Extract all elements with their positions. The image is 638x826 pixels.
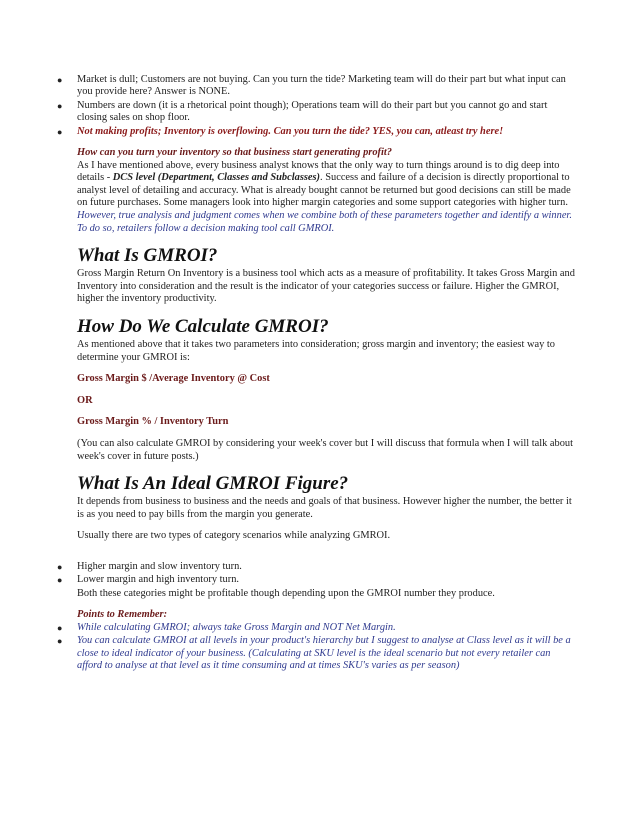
points-heading: Points to Remember: <box>77 609 168 621</box>
bullet-icon: ● <box>57 100 63 111</box>
ideal-paragraph-2: Usually there are two types of category scenarios while analyzing GMROI. <box>77 530 391 542</box>
scenario-bullet-list <box>57 561 577 587</box>
list-item: ● Market is dull; Customers are not buying. Can you turn the tide? Marketing team will do their part but what input can you provide here? Answer is NONE. <box>57 74 566 98</box>
points-bullet-list <box>57 622 577 673</box>
bullet-icon: ● <box>57 75 63 85</box>
article-body <box>57 147 577 543</box>
bullet-icon: ● <box>57 622 63 633</box>
ideal-paragraph: It depends from business to business and the needs and goals of that business. However higher the number, the better it is as you need to pay bills from the margin you generate. <box>77 496 572 520</box>
intro-bullet-list <box>57 74 577 138</box>
formula-or: OR <box>77 394 93 406</box>
formula-1: Gross Margin $ /Average Inventory @ Cost <box>77 373 270 385</box>
formula-2: Gross Margin % / Inventory Turn <box>77 416 229 428</box>
heading-ideal-gmroi: What Is An Ideal GMROI Figure? <box>77 473 349 495</box>
points-heading-block <box>57 609 577 622</box>
calculate-note: (You can also calculate GMROI by considering your week's cover but I will discuss that formula when I will talk about week's cover in future posts.) <box>77 437 573 462</box>
intro-question: How can you turn your inventory so that business start generating profit? <box>77 147 392 159</box>
list-item: ● Higher margin and slow inventory turn. <box>57 560 242 572</box>
list-item: ● Lower margin and high inventory turn. <box>57 574 239 586</box>
list-item: ● Not making profits; Inventory is overflowing. Can you turn the tide? YES, you can, atleast try here! <box>57 125 504 137</box>
dcs-emphasis: DCS level (Department, Classes and Subclasses) <box>112 172 321 184</box>
list-item: ● While calculating GMROI; always take Gross Margin and NOT Net Margin. <box>57 621 396 633</box>
bullet-icon: ● <box>57 126 63 137</box>
list-item: ● Numbers are down (it is a rhetorical point though); Operations team will do their part but you cannot go and start closing sales on shop floor. <box>57 99 548 124</box>
document-content <box>57 74 577 673</box>
list-item: ● You can calculate GMROI at all levels in your product's hierarchy but I suggest to analyse at Class level as it will be a close to ideal indicator of your business. (Calculating at SKU level is the ideal scenario but not every retailer can afford to analyse at that level as it time consuming and at times SKU's varies as per season) <box>57 635 571 671</box>
intro-however: However, true analysis and judgment comes when we combine both of these parameters together and identify a winner. To do so, retailers follow a decision making tool call GMROI. <box>77 210 572 234</box>
heading-what-is-gmroi: What Is GMROI? <box>77 245 218 267</box>
calculate-paragraph: As mentioned above that it takes two parameters into consideration; gross margin and inventory; the easiest way to determine your GMROI is: <box>77 338 555 363</box>
bullet-icon: ● <box>57 561 63 572</box>
what-is-paragraph: Gross Margin Return On Inventory is a business tool which acts as a measure of profitability. It takes Gross Margin and Inventory into consideration and the result is the indicator of your categories success or failure. Higher the GMROI, higher the inventory productivity. <box>77 268 575 305</box>
bullet-icon: ● <box>57 575 63 586</box>
bullet-icon: ● <box>57 636 63 647</box>
both-categories-text: Both these categories might be profitable though depending upon the GMROI number they produce. <box>77 587 495 599</box>
heading-how-calculate: How Do We Calculate GMROI? <box>77 315 329 337</box>
intro-paragraph: As I have mentioned above, every business analyst knows that the only way to turn things around is to dig deep into details - DCS level (Department, Classes and Subclasses). Success and failure of a decision is directly proportional to analyst level of detailing and accuracy. What is already bought cannot be returned but good decisions can still be made on future purchases. Some managers look into higher margin categories and some support categories with higher turn. <box>77 159 571 209</box>
